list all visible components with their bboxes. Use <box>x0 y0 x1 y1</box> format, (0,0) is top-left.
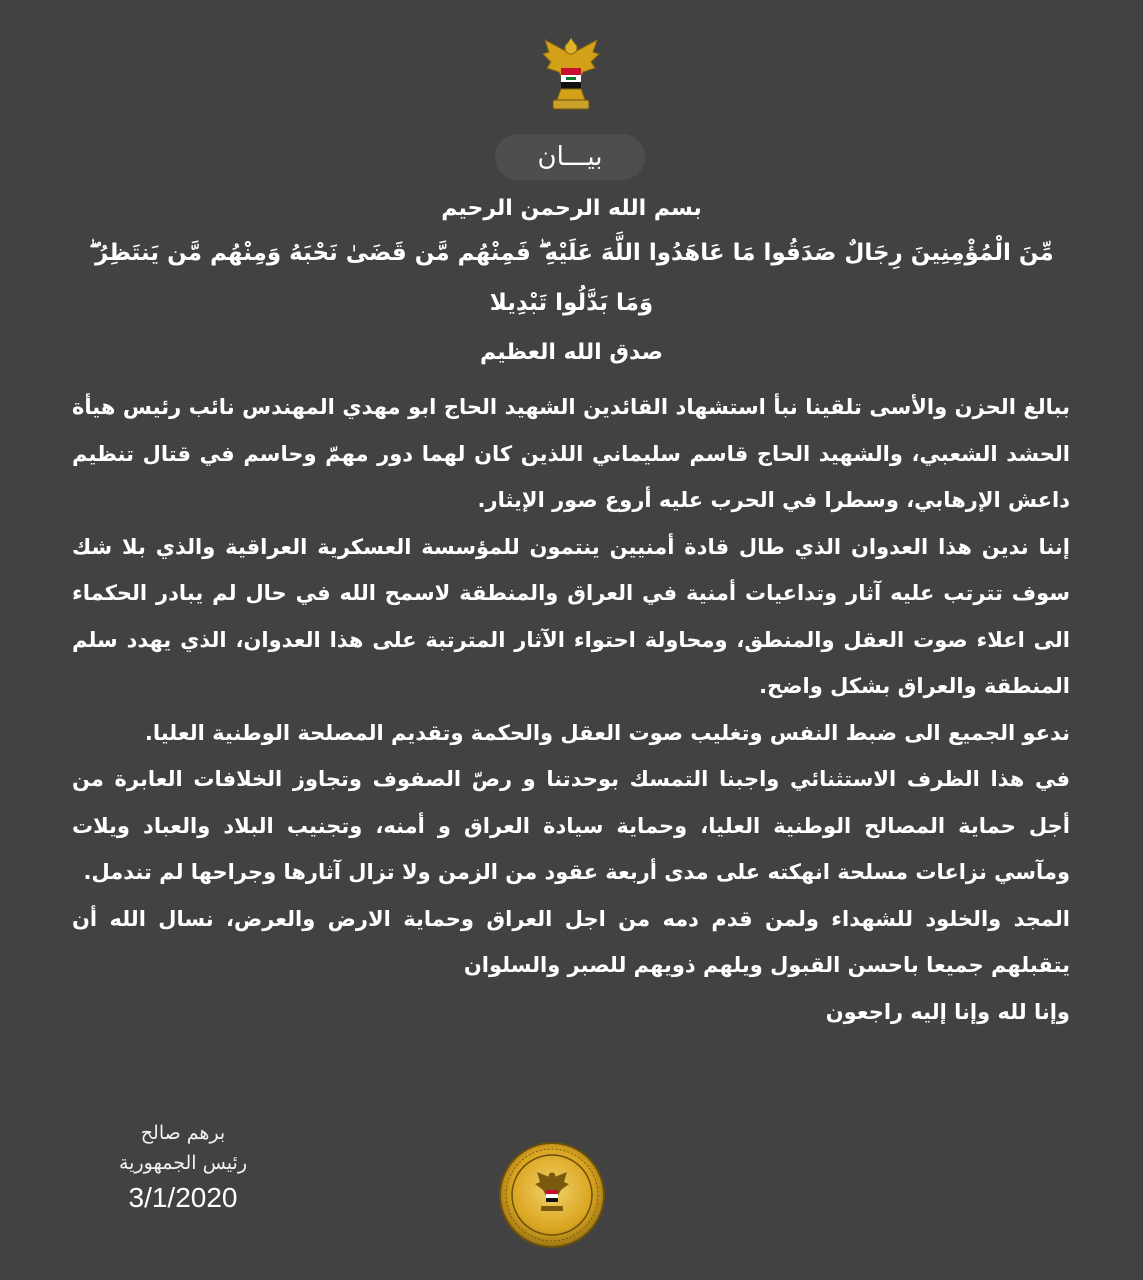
statement-date: 3/1/2020 <box>128 1182 238 1213</box>
presidency-seal-icon <box>497 1140 607 1250</box>
body-paragraph: ندعو الجميع الى ضبط النفس وتغليب صوت العقل والحكمة وتقديم المصلحة الوطنية العليا. <box>144 720 1070 745</box>
sadaq-allah-line: صدق الله العظيم <box>480 340 663 365</box>
signatory-title: رئيس الجمهورية <box>119 1152 247 1174</box>
statement-body <box>72 384 1070 1035</box>
statement-title: بيـــان <box>537 142 603 172</box>
closing-phrase: وإنا لله وإنا إليه راجعون <box>825 999 1070 1024</box>
quran-verse-line-1: مِّنَ الْمُؤْمِنِينَ رِجَالٌ صَدَقُوا مَا عَاهَدُوا اللَّهَ عَلَيْهِ ۖ فَمِنْهُم مَّن قَضَىٰ نَحْبَهُ وَمِنْهُم مَّن يَنتَظِرُ ۖ <box>89 240 1054 266</box>
body-paragraph: المجد والخلود للشهداء ولمن قدم دمه من اجل العراق وحماية الارض والعرض، نسال الله أن يتقبلهم جميعا باحسن القبول ويلهم ذويهم للصبر والسلوان <box>72 906 1070 977</box>
body-paragraph: في هذا الظرف الاستثنائي واجبنا التمسك بوحدتنا و رصّ الصفوف وتجاوز الخلافات العابرة من أجل حماية المصالح الوطنية العليا، وحماية سيادة العراق و أمنه، وتجنيب البلاد والعباد ويلات ومآسي نزاعات مسلحة انهكته على مدى أربعة عقود من الزمن ولا تزال آثارها وجراحها لم تندمل. <box>72 767 1070 884</box>
signature-block <box>98 1118 268 1216</box>
iraq-coat-of-arms-icon <box>539 34 603 114</box>
body-paragraph: إننا ندين هذا العدوان الذي طال قادة أمنيين ينتمون للمؤسسة العسكرية العراقية والذي بلا شك سوف تترتب عليه آثار وتداعيات أمنية في العراق والمنطقة لاسمح الله في حال لم يبادر الحكماء الى اعلاء صوت العقل والمنطق، ومحاولة احتواء الآثار المترتبة على هذا العدوان، الذي يهدد سلم المنطقة والعراق بشكل واضح. <box>72 534 1070 698</box>
quran-verse-line-2: وَمَا بَدَّلُوا تَبْدِيلا <box>489 290 654 316</box>
statement-title-badge <box>495 134 645 180</box>
basmala-line: بسم الله الرحمن الرحيم <box>441 196 702 221</box>
signatory-name: برهم صالح <box>140 1122 226 1144</box>
body-paragraph: ببالغ الحزن والأسى تلقينا نبأ استشهاد القائدين الشهيد الحاج ابو مهدي المهندس نائب رئيس هيأة الحشد الشعبي، والشهيد الحاج قاسم سليماني اللذين كان لهما دور مهمّ وحاسم في قتال تنظيم داعش الإرهابي، وسطرا في الحرب عليه أروع صور الإيثار. <box>72 395 1070 512</box>
